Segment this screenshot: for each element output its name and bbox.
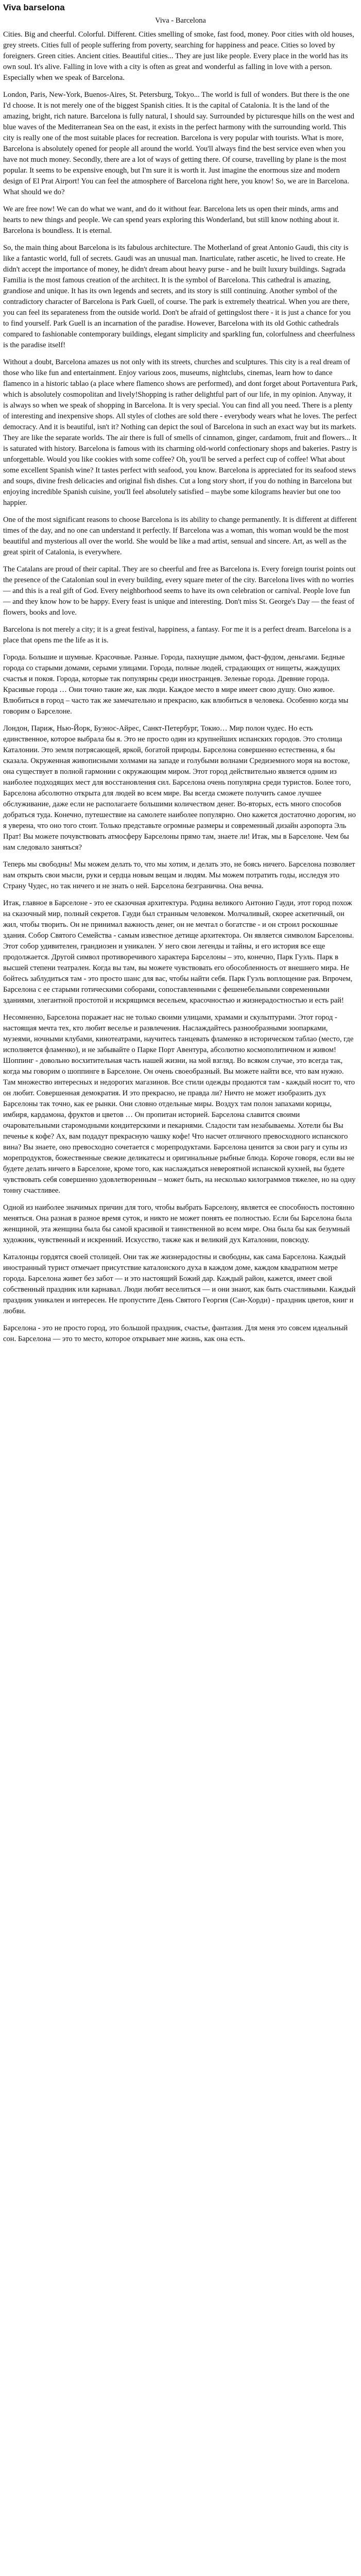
paragraph-ru-6: Одной из наиболее значимых причин для того, чтобы выбрать Барселону, является ее способность постоянно меняться. Она разная в разное время суток, и никто не может понять ее полностью. Если бы Барселона была женщиной, эта женщина была бы самой красивой и таинственной во всем мире. Она была бы как безумный художник, чувственный и искренний. Искусство, также как и великий дух Каталонии, повсюду. [3, 1204, 355, 1244]
paragraph-ru-1: Города. Большие и шумные. Красочные. Разные. Города, пахнущие дымом, фаст-фудом, деньгами. Бедные города со старыми домами, серыми улицами. Города, полные людей, страдающих от нищеты, жаждущих счастья и покоя. Города, которые так популярны среди иностранцев. Зеленые города. Древние города. Красивые города … Они точно такие же, как люди. Каждое место в мире имеет свою душу. Оно живое. Влюбиться в город – часто так же замечательно и прекрасно, как влюбиться в человека. Особенно когда мы говорим о Барселоне. [3, 653, 349, 716]
english-section [3, 29, 358, 646]
paragraph-ru-4: Итак, главное в Барселоне - это ее сказочная архитектура. Родина великого Антонио Гауди, этот город похож на сказочный мир, полный секретов. Гауди был странным человеком. Молчаливый, скорее аскетичный, он жил, чтобы творить. Он не принимал важность денег, он не мечтал о богатстве - и он строил роскошные здания. Собор Святого Семейства - самым известное детище архитектора. Он является символом Барселоны. Этот собор удивителен, грандиозен и уникален. У него свои легенды и тайны, и его история все еще продолжается. Другой символ противоречивого характера Барселоны – это, конечно, Парк Гуэль. Парк в высшей степени театрален. Когда вы там, вы можете чувствовать его обособленность от внешнего мира. Не бойтесь заблудиться там - это просто шанс для вас, чтобы найти себя. Парк Гуэль воплощение рая. Впрочем, Барселона с ее старыми готическими соборами, сопоставленными с фешенебельными современными зданиями, элегантной простотой и искрящимся весельем, красочностью и жизнерадостностью и есть рай! [3, 899, 354, 1005]
paragraph-ru-5: Несомненно, Барселона поражает нас не только своими улицами, храмами и скульптурами. Этот город - настоящая мечта тех, кто любит веселье и развлечения. Наслаждайтесь разнообразными зоопарками, музеями, ночными клубами, кинотеатрами, научитесь танцевать фламенко в историческом таблао (место, где исполняется фламенко), и не забывайте о Парке Порт Авентура, абсолютно космополитичном и живом! Шоппинг - довольно восхитительная часть нашей жизни, на мой взгляд. Во всяком случае, это всегда так, когда мы говорим о шоппинге в Барселоне. Он очень своеобразный. Вы можете найти все, что вам нужно. Там множество интересных и недорогих магазинов. Все стили одежды продаются там - каждый носит то, что он любит. Совершенная демократия. И это прекрасно, не правда ли? Ничто не может изобразить дух Барселоны так точно, как ее рынки. Они словно отдельные миры. Воздух там полон запахами корицы, имбиря, кардамона, фруктов и цветов … Он пропитан историей. Барселона славится своими очаровательными старомодными кондитерскими и пекарнями. Сладости там незабываемы. Хотели бы Вы печенье к кофе? Ах, вам подадут прекрасную чашку кофе! Что насчет отличного превосходного испанского вина? Вы знаете, оно превосходно сочетается с морепродуктами. Барселона ценится за свои рагу и супы из морепродуктов, божественные свежие деликатесы и оригинальные рыбные блюда. Короче говоря, если вы не будете делать ничего в Барселоне, кроме того, как наслаждаться невероятной испанской кухней, вы будете чувствовать себя совершенно удовлетворенным – может быть, на несколько килограммов тяжелее, но на одну тонну счастливее. [3, 1013, 356, 1195]
article [0, 2, 361, 1361]
paragraph-en-8: Barcelona is not merely a city; it is a great festival, happiness, a fantasy. For me it is a perfect dream. Barcelona is a place that opens me the life as it is. [3, 625, 351, 645]
article-subtitle: Viva - Barcelona [155, 16, 206, 25]
page-title: Viva barselona [3, 3, 65, 12]
paragraph-ru-3: Теперь мы свободны! Мы можем делать то, что мы хотим, и делать это, не боясь ничего. Барселона позволяет нам открыть свои мысли, руки и сердца новым вещам и людям. Мы можем потратить годы, исследуя это Страну Чудес, но так ничего и не знать о ней. Барселона безгранична. Она вечна. [3, 860, 355, 890]
paragraph-en-1: Cities. Big and cheerful. Colorful. Different. Cities smelling of smoke, fast food, money. Poor cities with old houses, grey streets. Cities full of people suffering from poverty, searching for happiness and peace. Cities so loved by foreigners. Green cities. Ancient cities. Beautiful cities... They are just like people. Every place in the world has its own soul. It's alive. Falling in love with a city is often as great and wonderful as falling in love with a person. Especially when we speak of Barcelona. [3, 30, 354, 82]
paragraph-ru-8: Барселона - это не просто город, это большой праздник, счастье, фантазия. Для меня это совсем идеальный сон. Барселона — это то место, которое открывает мне жизнь, как она есть. [3, 1324, 348, 1343]
paragraph-en-2: London, Paris, New-York, Buenos-Aires, St. Petersburg, Tokyo... The world is full of wonders. But there is the one I'd choose. It is not merely one of the biggest Spanish cities. It is the capital of Catalonia. It is the land of the amazing, bright, rich nature. Barcelona is fully natural, I should say. Surrounded by picturesque hills on the west and blue waves of the Mediterranean Sea on the east, it exists in the perfect harmony with the surrounding world. This city is really one of the most suitable places for recreation. Barcelona is very popular with tourists. What is more, Barcelona is absolutely opened for people all around the world. You'll always find the best service even when you have not much money. Secondly, there are a lot of ways of getting there. Of course, travelling by plane is the most popular. It seems to be expensive enough, but I'm sure it is worth it. Just imagine the enormous size and modern design of El Prat Airport! You can feel the atmosphere of Barcelona right here, you know! So, we are in Barcelona. What should we do? [3, 91, 354, 196]
paragraph-en-7: The Catalans are proud of their capital. They are so cheerful and free as Barcelona is. Every foreign tourist points out the presence of the Catalonian soul in every building, every square meter of the city. Barcelona lives with no worries — and this is a real gift of God. Every neighborhood seems to have its own celebration or carnival. People love fun — and they know how to be happy. Every feast is unique and interesting. Don't miss St. George's Day — the feast of flowers, books and love. [3, 565, 356, 617]
russian-section [3, 652, 358, 1345]
paragraph-en-6: One of the most significant reasons to choose Barcelona is its ability to change permanently. It is different at different times of the day, and no one can understand it perfectly. If Barcelona was a woman, this woman would be the most beautiful and mysterious all over the world. She would be like a mad artist, sensual and sincere. Art, as well as the great spirit of Catalonia, is everywhere. [3, 516, 357, 556]
paragraph-en-3: We are free now! We can do what we want, and do it without fear. Barcelona lets us open their minds, arms and hearts to new things and people. We can spend years exploring this Wonderland, but still know nothing about it. Barcelona is boundless. It is eternal. [3, 205, 339, 235]
paragraph-en-5: Without a doubt, Barcelona amazes us not only with its streets, churches and sculptures. This city is a real dream of those who like fun and entertainment. Enjoy various zoos, museums, nightclubs, cinemas, learn how to dance flamenco in a historic tablao (a place where flamenco shows are performed), and dont forget about Portaventura Park, which is absolutely cosmopolitan and lively!Shopping is rather delightful part of our life, in my opinion. Anyway, it is always so when we speak of shopping in Barcelona. It is very special. You can find all you need. There is a plenty of interesting and inexpensive shops. All styles of clothes are sold there - everybody wears what he loves. The perfect democracy. And it is beautiful, isn't it? Nothing can depict the soul of Barcelona in such an exact way but its markets. They are like the separate worlds. The air there is full of smells of cinnamon, ginger, cardamom, fruit and flowers... It is saturated with history. Barcelona is famous with its charming old-world confectionary shops and bakeries. Pastry is unforgettable. Would you like cookies with some coffee? Oh, you'll be served a perfect cup of coffee! What about some excellent Spanish wine? It tastes perfect with seafood, you know. Barcelona is appreciated for its seafood stews and soups, divine fresh delicacies and original fish dishes. Cut a long story short, if you do nothing in Barcelona but enjoying incredible Spanish cuisine, you'll feel absolutely satisfied – maybe some kilograms heavier but one too happier. [3, 358, 358, 507]
paragraph-ru-7: Каталонцы гордятся своей столицей. Они так же жизнерадостны и свободны, как сама Барселона. Каждый иностранный турист отмечает присутствие каталонского духа в каждом доме, каждом квадратном метре города. Барселона живет без забот — и это настоящий Божий дар. Каждый район, кажется, имеет свой собственный праздник или карнавал. Люди любят веселиться — и они знают, как быть счастливыми. Каждый праздник уникален и интересен. Не пропустите День Святого Георгия (Сан-Хорди) - праздник цветов, книг и любви. [3, 1253, 356, 1315]
paragraph-ru-2: Лондон, Париж, Нью-Йорк, Буэнос-Айрес, Санкт-Петербург, Токио… Мир полон чудес. Но есть единственное, которое выбрала бы я. Это не просто один из крупнейших испанских городов. Это столица Каталонии. Это земля потрясающей, яркой, богатой природы. Барселона совершенно естественна, я бы сказала. Окруженная живописными холмами на западе и голубыми волнами Средиземного моря на востоке, она существует в полной гармонии с окружающим миром. Этот город действительно является одним из наиболее подходящих мест для восстановления сил. Барселона очень популярна среди туристов. Более того, Барселона абсолютно открыта для людей во всем мире. Вы всегда сможете получить самое лучшее обслуживание, даже если не располагаете большими количеством денег. Во-вторых, есть много способов добраться туда. Конечно, путешествие на самолете наиболее популярно. Оно кажется достаточно дорогим, но я уверена, что оно того стоит. Только представьте огромные размеры и современный дизайн аэропорта Эль Прат! Вы можете почувствовать атмосферу Барселоны прямо там, знаете ли! Итак, мы в Барселоне. Чем бы нам следовало заняться? [3, 724, 356, 852]
paragraph-en-4: So, the main thing about Barcelona is its fabulous architecture. The Motherland of great Antonio Gaudi, this city is like a fantastic world, full of secrets. Gaudi was an unusual man. Inarticulate, rather ascetic, he lived to create. He didn't accept the importance of money, he didn't dream about heavy purse - and he built luxury buildings. Sagrada Familia is the most famous creation of the architect. It is the symbol of Barcelona. This cathedral is amazing, grandiose and unique. It has its own legends and secrets, and its story is still continuing. Another symbol of the contradictory character of Barcelona is Park Guell, of course. The park is extremely theatrical. When you are there, you can feel its separateness from the outside world. Don't be afraid of gettingslost there - it is just a chance for you to find yourself. Park Guell is an incarnation of the paradise. However, Barcelona with its old Gothic cathedrals compared to fashionable contemporary buildings, elegant simplicity and sparkling fun, colorfulness and cheerfulness is the paradise itself! [3, 244, 355, 349]
